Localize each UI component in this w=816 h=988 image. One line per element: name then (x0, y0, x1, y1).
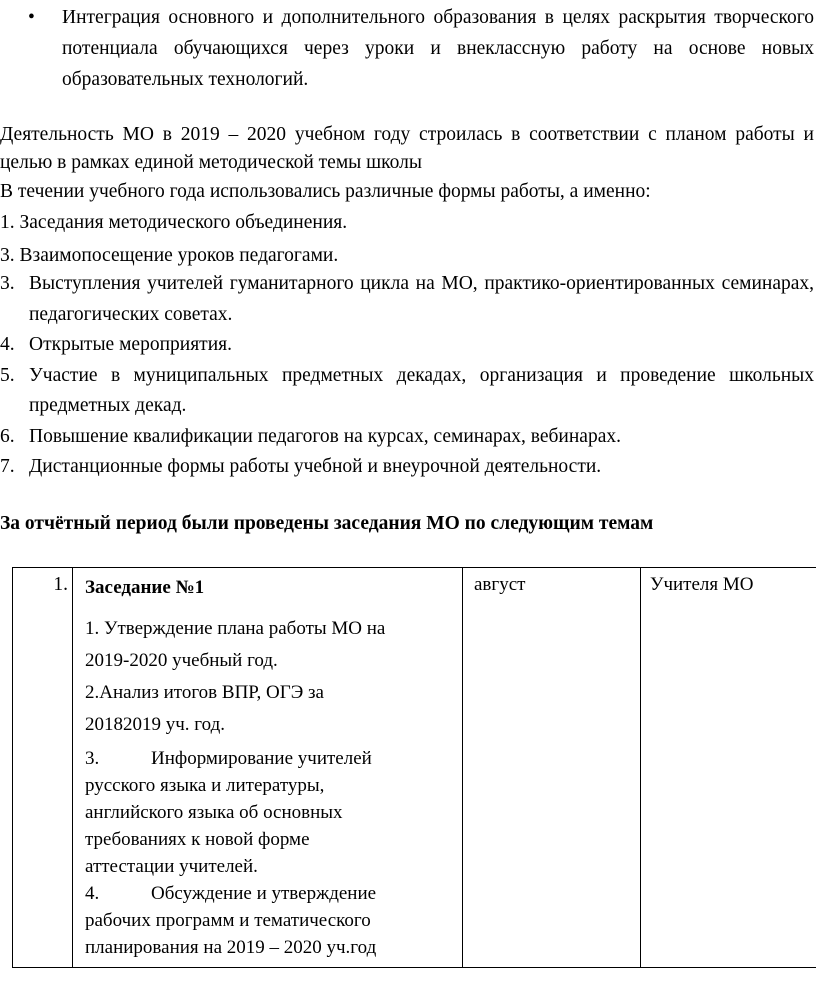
agenda-line: аттестации учителей. (85, 856, 258, 877)
list-item-line: школьных предметных декад. (29, 364, 814, 416)
forms-intro: В течении учебного года использовались различные формы работы, а именно: (0, 181, 651, 202)
intro-bullet-text (62, 2, 814, 95)
list-item-text: Заседания методического объединения. (19, 212, 348, 233)
list-item-label: 5. (0, 364, 15, 386)
intro-bullet (28, 2, 814, 95)
list-item (0, 269, 814, 330)
agenda-line: рабочих программ и тематического (85, 910, 371, 931)
meeting-number: 1. (13, 568, 73, 968)
list-item-text: Взаимопосещение уроков педагогами. (19, 245, 339, 266)
agenda-item-number: 3. (85, 748, 100, 769)
list-item-text: Повышение квалификации педагогов на курсах, семинарах, вебинарах. (29, 425, 621, 447)
list-item-label: 3. (0, 245, 15, 266)
activity-paragraph (0, 121, 814, 177)
activity-line: Деятельность МО в 2019 – 2020 учебном году строилась в соответствии с планом (0, 124, 727, 145)
intro-bullet-line: основе новых образовательных технологий. (62, 38, 814, 90)
intro-bullet-line: Интеграция основного и дополнительного образования в целях раскрытия (62, 7, 706, 28)
intro-bullet-line: творческого потенциала обучающихся через уроки и внеклассную работу на (62, 7, 815, 59)
list-item-label: 6. (0, 425, 15, 447)
activity-line: работы и целью в рамках единой методической темы школы (0, 124, 814, 173)
meetings-table (12, 567, 816, 968)
bullet-mark: • (28, 7, 35, 28)
list-item-label: 7. (0, 456, 15, 477)
list-item-text: Открытые мероприятия. (29, 334, 232, 355)
list-item-label: 3. (0, 273, 15, 294)
list-item-line: Выступления учителей гуманитарного цикла на МО, практико-ориентированных (29, 273, 715, 294)
list-item-line: Участие в муниципальных предметных декадах, организация и проведение (29, 364, 716, 386)
agenda-item (85, 880, 454, 907)
meeting-responsible: Учителя МО (641, 568, 816, 968)
agenda-line: требованиях к новой форме (85, 829, 310, 850)
agenda-line: Информирование учителей (151, 748, 372, 769)
agenda-line: Обсуждение и утверждение (151, 883, 377, 904)
meeting-content (73, 568, 463, 968)
agenda-item (85, 745, 454, 772)
list-item (0, 452, 814, 483)
agenda-line: 2.Анализ итогов ВПР, ОГЭ за (85, 682, 324, 703)
list-item-text (29, 361, 814, 422)
list-item-line: семинарах, педагогических советах. (29, 273, 815, 325)
forms-list (0, 212, 815, 483)
list-item (0, 208, 814, 238)
agenda-line: планирования на 2019 – 2020 уч.год (85, 937, 377, 958)
agenda-line: 20182019 уч. год. (85, 714, 225, 735)
list-item-label: 4. (0, 334, 15, 355)
list-item (0, 330, 814, 361)
table-row (13, 568, 816, 968)
list-item-label: 1. (0, 212, 15, 233)
agenda-item-number: 4. (85, 883, 100, 904)
section-heading: За отчётный период были проведены заседания МО по следующим темам (0, 513, 654, 534)
list-item (0, 241, 814, 271)
meeting-title: Заседание №1 (85, 577, 205, 598)
agenda-line: 1. Утверждение плана работы МО на (85, 618, 386, 639)
list-item (0, 422, 814, 453)
list-item-text: Дистанционные формы работы учебной и внеурочной деятельности. (29, 456, 602, 477)
meeting-date: август (463, 568, 641, 968)
list-item-text (29, 269, 814, 330)
list-item (0, 361, 814, 422)
agenda-line: английского языка об основных (85, 802, 343, 823)
agenda-line: русского языка и литературы, (85, 775, 325, 796)
agenda-line: 2019-2020 учебный год. (85, 650, 278, 671)
